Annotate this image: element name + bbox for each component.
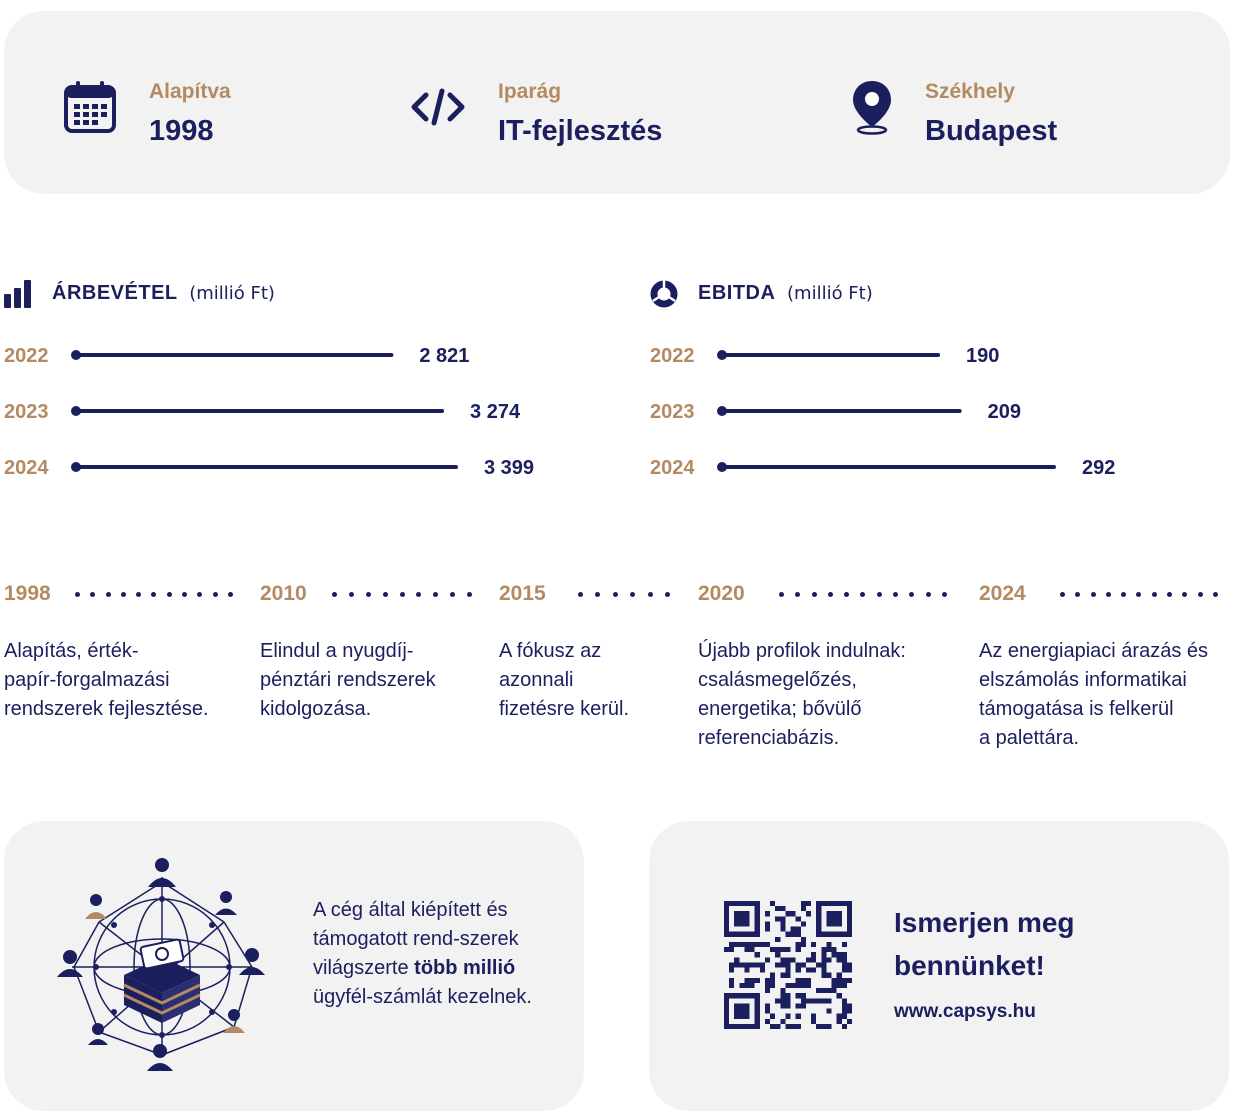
ebitda-chart xyxy=(650,270,1234,500)
ebitda-unit: (millió Ft) xyxy=(787,283,873,304)
global-network-icon xyxy=(54,857,274,1077)
timeline-text: Újabb profilok indulnak: csalásmegelőzés, energetika; bővülő referenciabázis. xyxy=(698,640,906,749)
donut-chart-icon xyxy=(650,280,680,308)
founded-label: Alapítva xyxy=(149,80,231,103)
global-reach-card xyxy=(4,821,584,1111)
timeline-dots xyxy=(578,592,670,596)
global-reach-text-post: ügyfél-számlát kezelnek. xyxy=(313,986,532,1008)
website-link[interactable]: www.capsys.hu xyxy=(894,1001,1036,1022)
global-reach-highlight: több millió xyxy=(414,957,516,979)
bar-value-label: 190 xyxy=(966,345,1000,367)
timeline-year: 2024 xyxy=(979,582,1026,605)
ebitda-title: EBITDA xyxy=(698,282,776,304)
bar-category-label: 2024 xyxy=(4,457,49,479)
contact-title: Ismerjen meg bennünket! xyxy=(894,907,1075,981)
revenue-unit: (millió Ft) xyxy=(189,283,275,304)
bar-value-label: 209 xyxy=(987,401,1022,423)
industry-value: IT-fejlesztés xyxy=(498,115,663,147)
bar-category-label: 2023 xyxy=(650,401,695,423)
bar-category-label: 2022 xyxy=(4,345,49,367)
bar-value-label: 3 274 xyxy=(470,401,521,423)
bar-value-label: 2 821 xyxy=(419,345,470,367)
bar-start-dot xyxy=(717,350,727,360)
global-reach-text xyxy=(313,896,553,1012)
bar-chart-icon xyxy=(4,280,34,308)
timeline-year: 2010 xyxy=(260,582,307,605)
timeline-dots xyxy=(779,592,947,596)
bar-category-label: 2022 xyxy=(650,345,695,367)
bar-category-label: 2024 xyxy=(650,457,695,479)
hq-label: Székhely xyxy=(925,80,1015,103)
timeline-year: 2015 xyxy=(499,582,546,605)
map-pin-icon xyxy=(842,77,902,137)
ebitda-bars xyxy=(650,330,1234,500)
ebitda-chart-title xyxy=(698,282,873,305)
revenue-chart xyxy=(4,270,604,500)
timeline-dots xyxy=(1060,592,1218,596)
company-info-card xyxy=(4,11,1230,194)
bar-start-dot xyxy=(71,406,81,416)
timeline-text: Elindul a nyugdíj- pénztári rendszerek kidolgozása. xyxy=(260,640,436,720)
code-icon xyxy=(408,77,468,137)
timeline-year: 1998 xyxy=(4,582,51,605)
timeline-text: Az energiapiaci árazás és elszámolás informatikai támogatása is felkerül a palettára. xyxy=(979,640,1209,749)
bar-category-label: 2023 xyxy=(4,401,49,423)
timeline-year: 2020 xyxy=(698,582,745,605)
bar-start-dot xyxy=(71,462,81,472)
industry-label: Iparág xyxy=(498,80,562,103)
founded-value: 1998 xyxy=(149,115,214,147)
revenue-title: ÁRBEVÉTEL xyxy=(52,282,178,304)
timeline-dots xyxy=(332,592,472,596)
timeline-text: A fókusz az azonnali fizetésre kerül. xyxy=(499,640,630,720)
revenue-chart-title xyxy=(52,282,275,305)
bar-start-dot xyxy=(717,462,727,472)
revenue-bars xyxy=(4,330,604,500)
bar-start-dot xyxy=(71,350,81,360)
timeline-dots xyxy=(75,592,233,596)
qr-code-icon[interactable] xyxy=(724,901,852,1029)
calendar-icon xyxy=(60,77,120,137)
bar-value-label: 292 xyxy=(1082,457,1116,479)
contact-card xyxy=(649,821,1229,1111)
hq-value: Budapest xyxy=(925,115,1058,147)
timeline xyxy=(0,578,1234,778)
global-reach-text-pre: A cég által kiépített és támogatott rend-szerek világszerte xyxy=(313,899,519,979)
bar-start-dot xyxy=(717,406,727,416)
timeline-text: Alapítás, érték- papír-forgalmazási rendszerek fejlesztése. xyxy=(4,640,209,720)
bar-value-label: 3 399 xyxy=(484,457,535,479)
